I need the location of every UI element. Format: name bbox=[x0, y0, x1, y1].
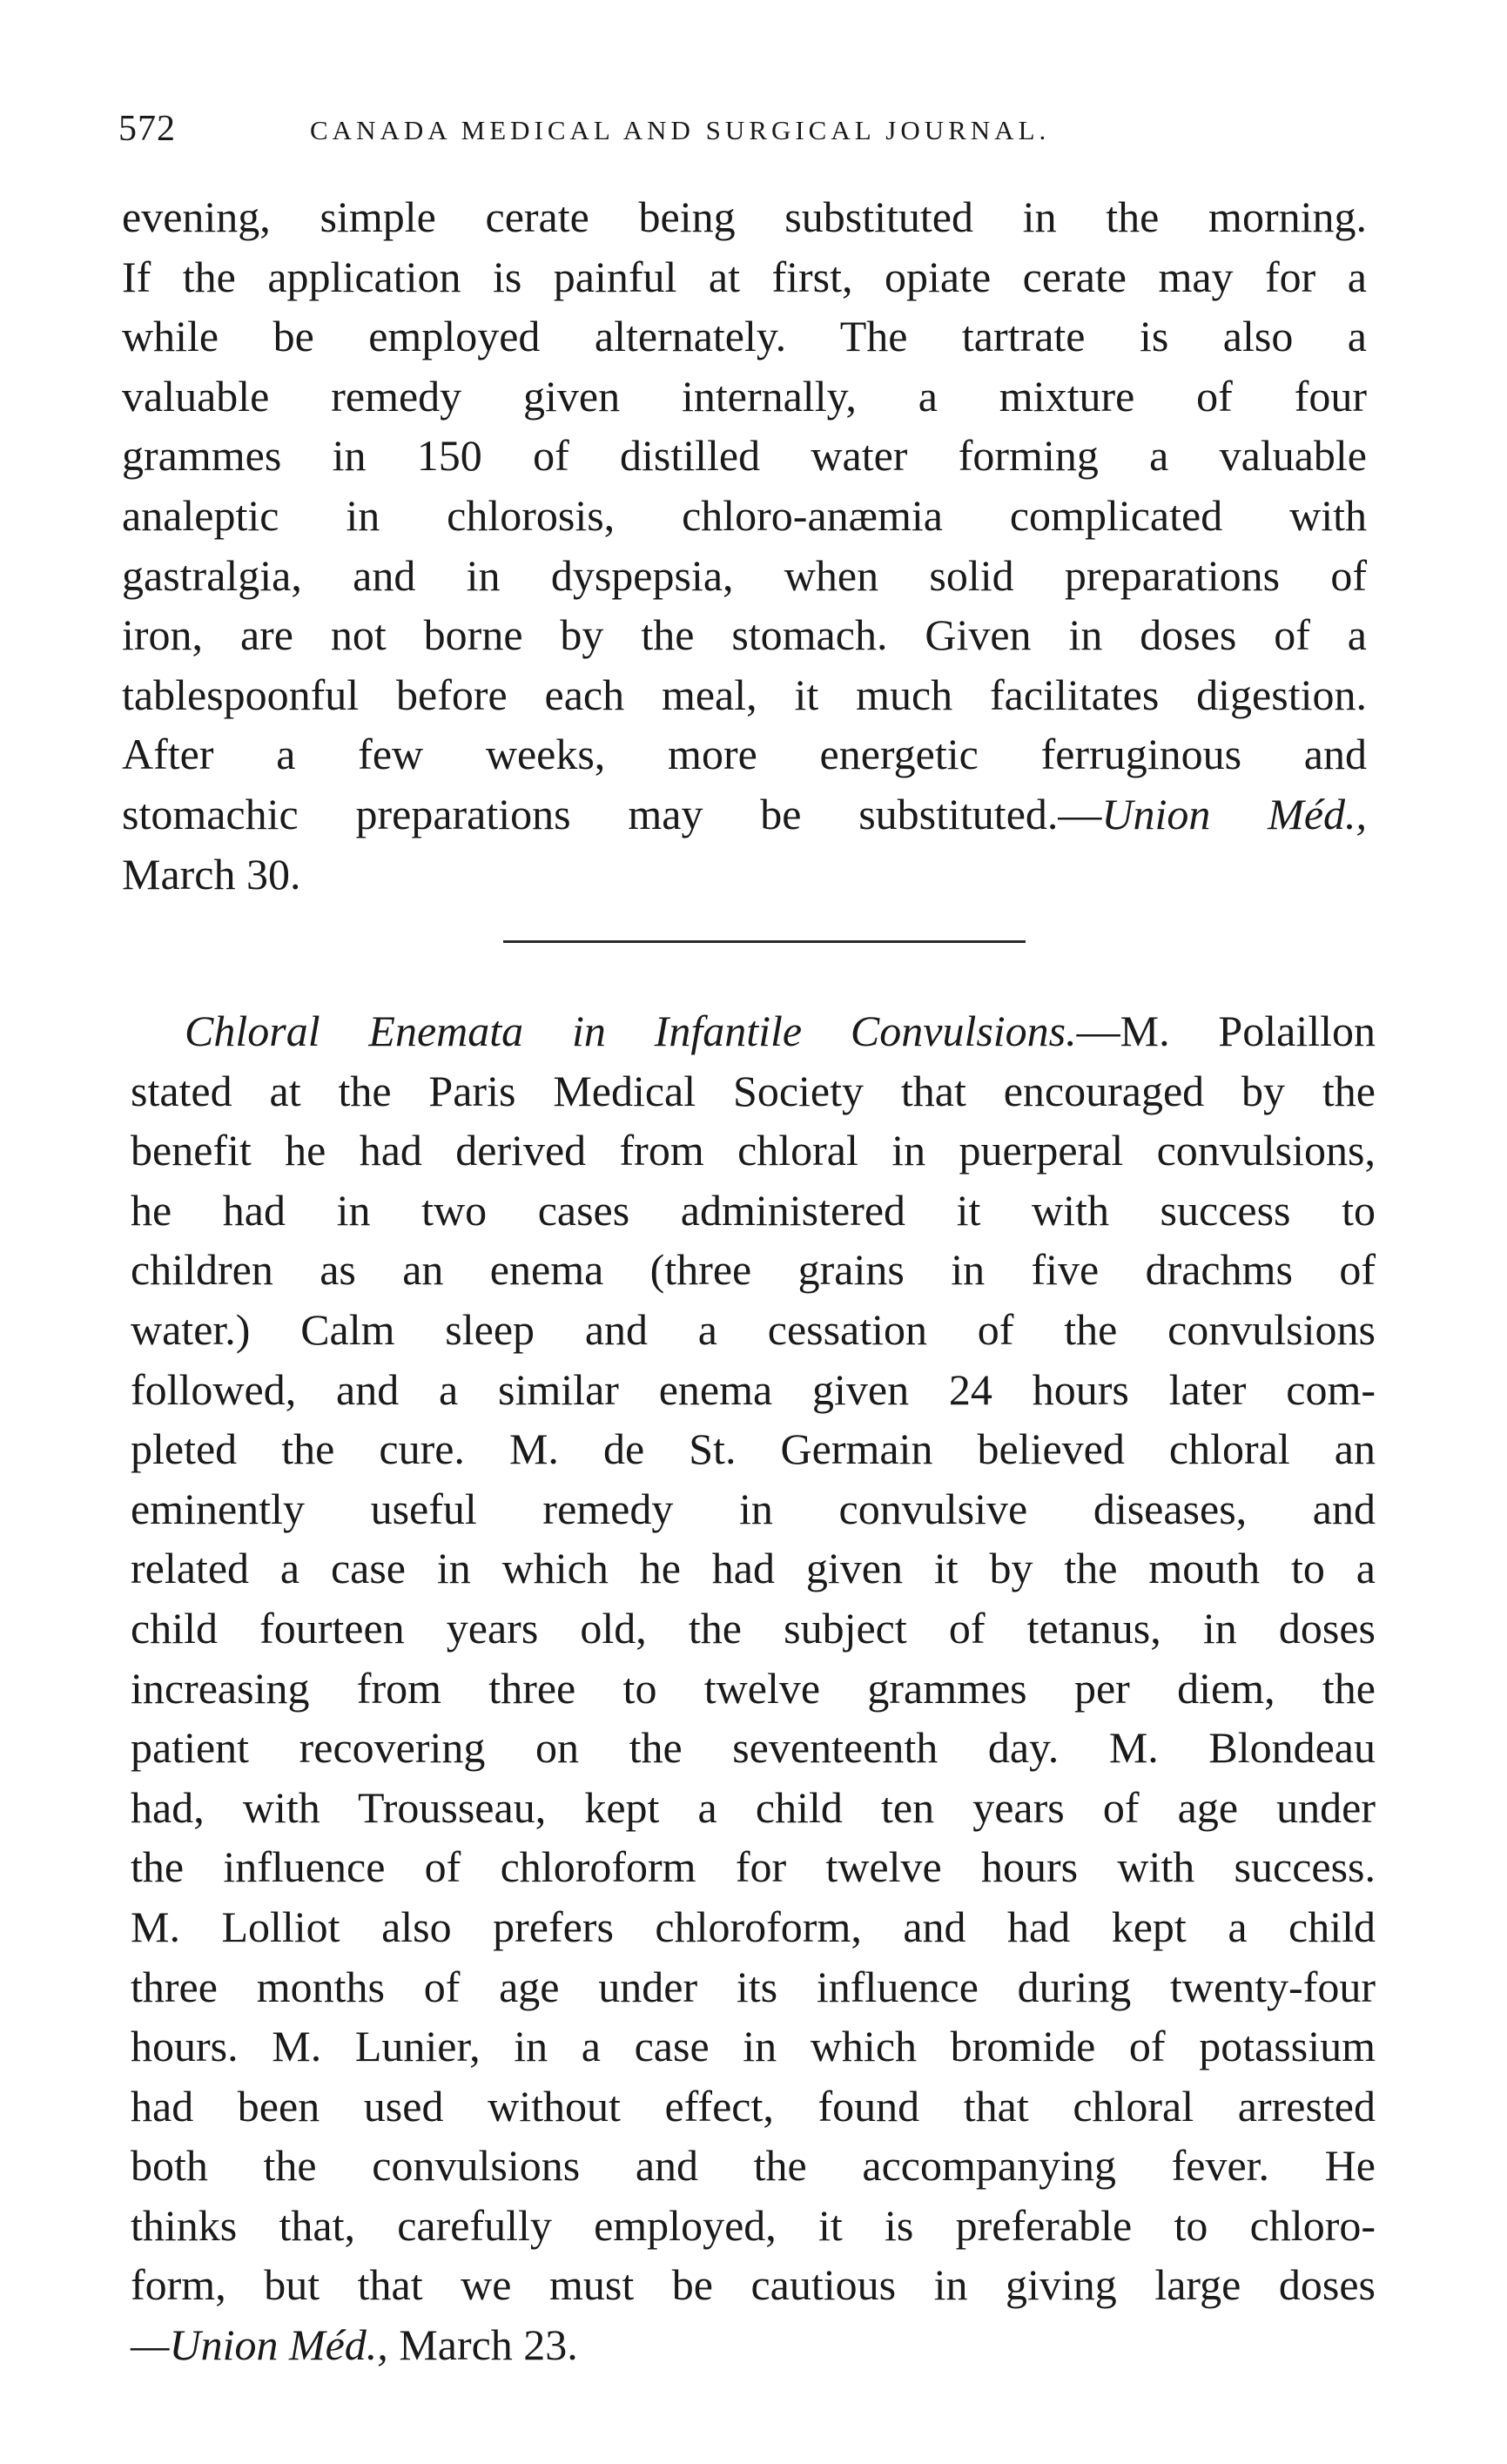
text-line: had been used without effect, found that chloral arrested bbox=[131, 2081, 1376, 2131]
text-line-with-citation bbox=[122, 784, 1367, 845]
text-line: analeptic in chlorosis, chloro-anæmia complicated with bbox=[122, 490, 1367, 540]
text-line: children as an enema (three grains in five drachms of bbox=[131, 1245, 1376, 1295]
running-title: CANADA MEDICAL AND SURGICAL JOURNAL. bbox=[310, 115, 1051, 145]
text-line: three months of age under its influence during twenty-four bbox=[131, 1962, 1376, 2011]
text-line: both the convulsions and the accompanying fever. He bbox=[131, 2141, 1376, 2191]
text-line: eminently useful remedy in convulsive diseases, and bbox=[131, 1484, 1376, 1533]
text-line: iron, are not borne by the stomach. Given in doses of a bbox=[122, 610, 1367, 660]
article-opening: —M. Polaillon bbox=[1076, 1006, 1376, 1055]
text-line: evening, simple cerate being substituted in the morning. bbox=[122, 192, 1367, 241]
text-line: grammes in 150 of distilled water forming a valuable bbox=[122, 431, 1367, 481]
section-divider bbox=[503, 940, 1026, 943]
text-line: stated at the Paris Medical Society that encouraged by the bbox=[131, 1066, 1376, 1115]
page-header bbox=[118, 108, 1398, 160]
text-line: the influence of chloroform for twelve hours with success. bbox=[131, 1842, 1376, 1892]
citation-line bbox=[131, 2315, 1376, 2375]
citation-source: Union Méd., bbox=[1101, 789, 1368, 838]
text-line: increasing from three to twelve grammes per diem, the bbox=[131, 1663, 1376, 1713]
text-line: while be employed alternately. The tartrate is also a bbox=[122, 312, 1367, 361]
article-title-line bbox=[131, 1001, 1376, 1061]
text-line: M. Lolliot also prefers chloroform, and had kept a child bbox=[131, 1902, 1376, 1951]
page-number: 572 bbox=[118, 109, 176, 149]
text-line: valuable remedy given internally, a mixture of four bbox=[122, 371, 1367, 421]
citation-date: March 30. bbox=[122, 849, 301, 899]
text-line: child fourteen years old, the subject of tetanus, in doses bbox=[131, 1603, 1376, 1653]
text-line: pleted the cure. M. de St. Germain believed chloral an bbox=[131, 1424, 1376, 1474]
text-line: hours. M. Lunier, in a case in which bromide of potassium bbox=[131, 2022, 1376, 2071]
text-line: followed, and a similar enema given 24 hours later com- bbox=[131, 1364, 1376, 1414]
text-line: tablespoonful before each meal, it much facilitates digestion. bbox=[122, 670, 1367, 719]
citation-source: —Union Méd., bbox=[131, 2320, 388, 2370]
text-line: After a few weeks, more energetic ferruginous and bbox=[122, 730, 1367, 779]
text-line: had, with Trousseau, kept a child ten years of age under bbox=[131, 1782, 1376, 1832]
text-line: form, but that we must be cautious in giving large doses bbox=[131, 2260, 1376, 2310]
article-chloral-enemata bbox=[131, 1001, 1376, 2375]
citation-date: March 23. bbox=[387, 2320, 578, 2370]
text-line: benefit he had derived from chloral in puerperal convulsions, bbox=[131, 1126, 1376, 1175]
article-title: Chloral Enemata in Infantile Convulsions. bbox=[185, 1006, 1077, 1055]
text-line: If the application is painful at first, opiate cerate may for a bbox=[122, 252, 1367, 301]
text-line: gastralgia, and in dyspepsia, when solid preparations of bbox=[122, 550, 1367, 600]
text-line: water.) Calm sleep and a cessation of the convulsions bbox=[131, 1304, 1376, 1354]
text-line: thinks that, carefully employed, it is preferable to chloro- bbox=[131, 2200, 1376, 2250]
article-continuation bbox=[122, 187, 1367, 904]
text-line: patient recovering on the seventeenth day. M. Blondeau bbox=[131, 1723, 1376, 1773]
text-line: he had in two cases administered it with success to bbox=[131, 1185, 1376, 1235]
text-line: related a case in which he had given it by the mouth to a bbox=[131, 1544, 1376, 1593]
line-text: stomachic preparations may be substituted.— bbox=[122, 789, 1102, 838]
